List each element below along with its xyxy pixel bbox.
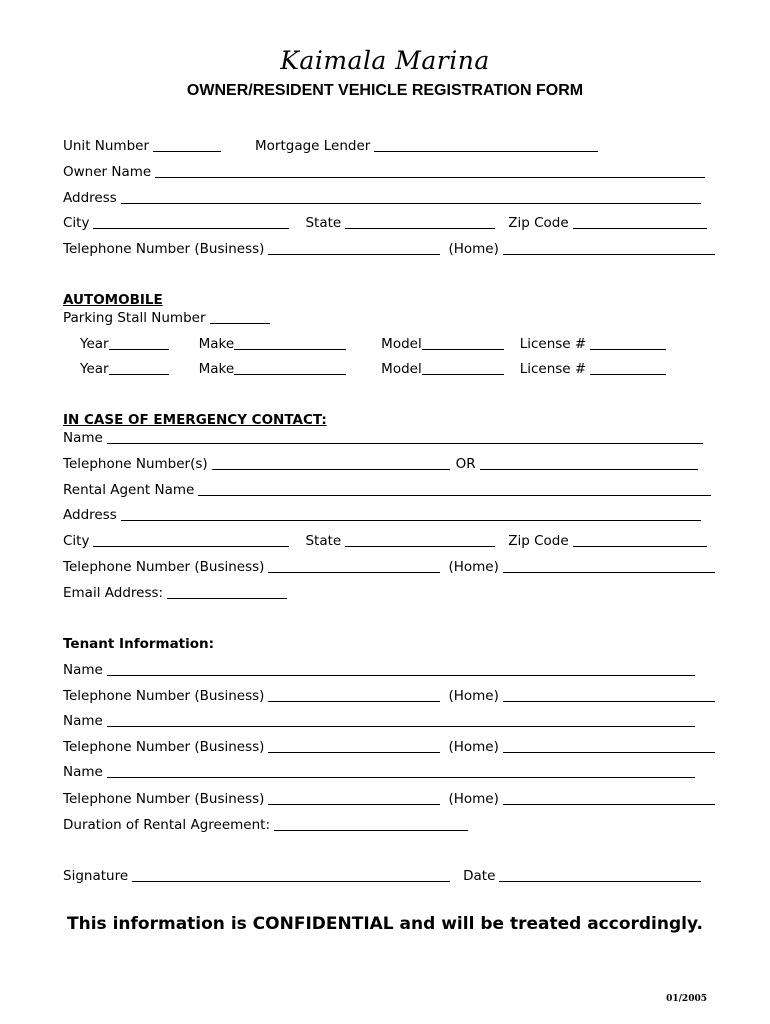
tenant-2-tel-home-field[interactable] [503,738,715,753]
owner-city-label: City [63,215,90,231]
emergency-state-field[interactable] [345,532,495,547]
vehicle-2-year-label: Year [80,361,109,377]
tenant-3-name-field[interactable] [107,763,695,778]
owner-state-label: State [305,215,342,231]
owner-row-city [63,211,707,231]
emergency-row-phones [63,452,698,472]
vehicle-1-year-field[interactable] [109,335,169,350]
tenant-3-name-label: Name [63,764,103,780]
mortgage-lender-label: Mortgage Lender [255,138,371,154]
tenant-2-tel-business-label: Telephone Number (Business) [63,739,265,755]
signature-row [63,864,701,884]
owner-address-label: Address [63,190,117,206]
emergency-zip-label: Zip Code [508,533,569,549]
emergency-telephones-label: Telephone Number(s) [63,456,208,472]
org-name: Kaimala Marina [280,46,490,75]
tenant-heading: Tenant Information: [63,636,215,652]
emergency-row-email [63,581,287,601]
tenant-3-tel-home-field[interactable] [503,790,715,805]
rental-duration-label: Duration of Rental Agreement: [63,817,270,833]
unit-number-label: Unit Number [63,138,150,154]
owner-zip-label: Zip Code [508,215,569,231]
emergency-row-agent [63,478,711,498]
tenant-2-tel-home-label: (Home) [448,739,499,755]
parking-stall-row [63,306,270,326]
tenant-2-name-field[interactable] [107,712,695,727]
confidential-notice: This information is CONFIDENTIAL and will be treated accordingly. [67,914,703,934]
emergency-heading-row [63,408,327,428]
rental-agent-label: Rental Agent Name [63,482,195,498]
tenant-3-tel-home-label: (Home) [448,791,499,807]
vehicle-1-make-field[interactable] [234,335,346,350]
tenant-2-phone-row [63,735,715,755]
vehicle-row-2 [80,357,666,377]
vehicle-1-model-field[interactable] [422,335,504,350]
vehicle-1-model-label: Model [381,336,422,352]
emergency-telephones-field-2[interactable] [480,455,698,470]
tenant-1-tel-home-field[interactable] [503,687,715,702]
unit-number-field[interactable] [153,137,221,152]
automobile-heading-row [63,288,163,308]
parking-stall-label: Parking Stall Number [63,310,206,326]
owner-address-field[interactable] [121,189,701,204]
owner-row-unit [63,134,598,154]
tenant-1-tel-home-label: (Home) [448,688,499,704]
tenant-1-name-label: Name [63,662,103,678]
emergency-telephones-field-1[interactable] [212,455,450,470]
vehicle-1-license-field[interactable] [590,335,666,350]
tenant-3-name-row [63,760,695,780]
vehicle-2-model-field[interactable] [422,360,504,375]
tenant-1-name-field[interactable] [107,661,695,676]
emergency-tel-business-field[interactable] [268,558,440,573]
signature-field[interactable] [132,867,450,882]
owner-city-field[interactable] [93,214,289,229]
owner-tel-home-field[interactable] [503,240,715,255]
signature-label: Signature [63,868,129,884]
tenant-3-tel-business-label: Telephone Number (Business) [63,791,265,807]
owner-row-address [63,186,701,206]
owner-state-field[interactable] [345,214,495,229]
owner-zip-field[interactable] [573,214,707,229]
rental-duration-field[interactable] [274,816,468,831]
emergency-tel-business-label: Telephone Number (Business) [63,559,265,575]
rental-duration-row [63,813,468,833]
automobile-heading: AUTOMOBILE [63,292,163,308]
emergency-heading: IN CASE OF EMERGENCY CONTACT: [63,412,327,428]
date-label: Date [463,868,496,884]
vehicle-2-make-label: Make [198,361,235,377]
date-field[interactable] [499,867,701,882]
tenant-1-phone-row [63,684,715,704]
owner-tel-home-label: (Home) [448,241,499,257]
tenant-1-tel-business-label: Telephone Number (Business) [63,688,265,704]
vehicle-1-license-label: License # [519,336,587,352]
owner-row-name [63,160,705,180]
emergency-name-label: Name [63,430,103,446]
vehicle-row-1 [80,332,666,352]
form-title: OWNER/RESIDENT VEHICLE REGISTRATION FORM [186,82,584,99]
owner-name-label: Owner Name [63,164,152,180]
vehicle-2-license-label: License # [519,361,587,377]
owner-row-phone [63,237,715,257]
owner-name-field[interactable] [155,163,705,178]
vehicle-2-license-field[interactable] [590,360,666,375]
email-field[interactable] [167,584,287,599]
tenant-heading-row [63,632,214,652]
emergency-address-field[interactable] [121,506,701,521]
emergency-address-label: Address [63,507,117,523]
tenant-2-name-row [63,709,695,729]
parking-stall-field[interactable] [210,309,270,324]
vehicle-2-year-field[interactable] [109,360,169,375]
emergency-row-name [63,426,703,446]
vehicle-1-year-label: Year [80,336,109,352]
tenant-1-tel-business-field[interactable] [268,687,440,702]
tenant-3-tel-business-field[interactable] [268,790,440,805]
emergency-zip-field[interactable] [573,532,707,547]
rental-agent-field[interactable] [198,481,711,496]
owner-tel-business-field[interactable] [268,240,440,255]
emergency-or-label: OR [455,456,476,472]
vehicle-2-make-field[interactable] [234,360,346,375]
vehicle-2-model-label: Model [381,361,422,377]
vehicle-1-make-label: Make [198,336,235,352]
tenant-2-name-label: Name [63,713,103,729]
emergency-city-label: City [63,533,90,549]
emergency-state-label: State [305,533,342,549]
form-version: 01/2005 [666,994,707,1004]
tenant-3-phone-row [63,787,715,807]
owner-tel-business-label: Telephone Number (Business) [63,241,265,257]
emergency-row-city [63,529,707,549]
emergency-city-field[interactable] [93,532,289,547]
emergency-tel-home-label: (Home) [448,559,499,575]
tenant-1-name-row [63,658,695,678]
emergency-tel-home-field[interactable] [503,558,715,573]
emergency-name-field[interactable] [107,429,703,444]
mortgage-lender-field[interactable] [374,137,598,152]
tenant-2-tel-business-field[interactable] [268,738,440,753]
email-label: Email Address: [63,585,164,601]
emergency-row-address [63,503,701,523]
emergency-row-phone [63,555,715,575]
